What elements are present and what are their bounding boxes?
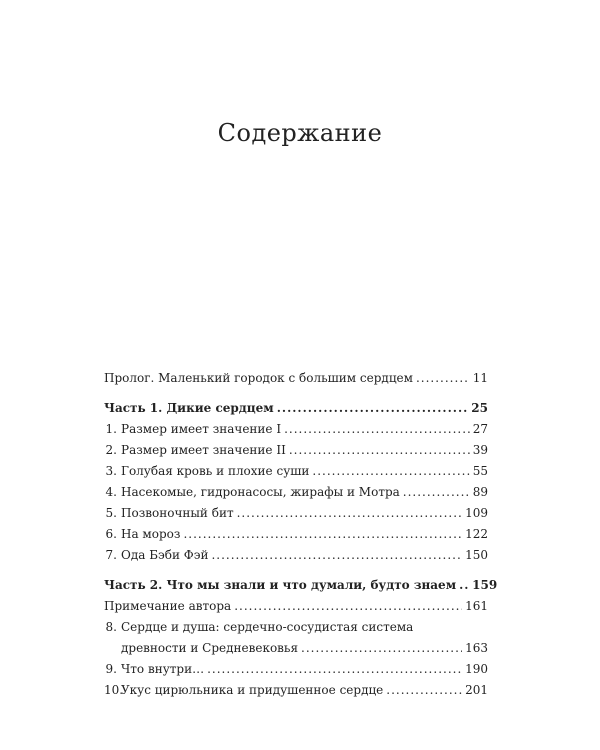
toc-entry-page: 109 xyxy=(465,506,488,520)
toc-entry-label: Часть 1. Дикие сердцем xyxy=(104,401,274,415)
dot-leader xyxy=(289,440,470,461)
toc-entry-chapter-4[interactable] xyxy=(104,482,488,503)
dot-leader xyxy=(207,659,462,680)
table-of-contents xyxy=(104,368,498,701)
toc-entry-page: 161 xyxy=(465,599,488,613)
chapter-number: 8. xyxy=(105,620,117,634)
dot-leader xyxy=(312,461,469,482)
toc-entry-label: Часть 2. Что мы знали и что думали, будто знаем xyxy=(104,578,457,592)
toc-entry-chapter-1[interactable] xyxy=(104,419,488,440)
toc-entry-page: 89 xyxy=(472,485,488,499)
toc-entry-label: Укус цирюльника и придушенное сердце xyxy=(121,683,384,697)
toc-entry-page: 150 xyxy=(465,548,488,562)
toc-entry-page: 190 xyxy=(465,662,488,676)
toc-entry-label: Пролог. Маленький городок с большим сердцем xyxy=(104,371,413,385)
dot-leader xyxy=(211,545,462,566)
toc-entry-chapter-8-line-2[interactable] xyxy=(104,638,488,659)
chapter-number: 7. xyxy=(105,548,117,562)
chapter-number: 10. xyxy=(104,683,124,697)
toc-entry-chapter-8-line-1[interactable] xyxy=(104,617,488,638)
toc-entry-page: 122 xyxy=(465,527,488,541)
dot-leader xyxy=(386,680,462,701)
toc-entry-label: древности и Средневековья xyxy=(121,641,299,655)
toc-entry-page: 27 xyxy=(472,422,488,436)
toc-entry-prologue[interactable] xyxy=(104,368,488,389)
dot-leader xyxy=(234,596,462,617)
toc-entry-chapter-7[interactable] xyxy=(104,545,488,566)
chapter-number: 9. xyxy=(105,662,117,676)
dot-leader xyxy=(301,638,462,659)
toc-entry-chapter-6[interactable] xyxy=(104,524,488,545)
toc-entry-label: Что внутри… xyxy=(121,662,205,676)
toc-entry-label: На мороз xyxy=(121,527,181,541)
chapter-number: 3. xyxy=(105,464,117,478)
toc-entry-label: Размер имеет значение II xyxy=(121,443,286,457)
toc-entry-page: 159 xyxy=(472,578,498,592)
toc-entry-chapter-10[interactable] xyxy=(104,680,488,701)
toc-entry-label: Примечание автора xyxy=(104,599,232,613)
toc-entry-author-note[interactable] xyxy=(104,596,488,617)
toc-entry-label: Позвоночный бит xyxy=(121,506,234,520)
chapter-number: 6. xyxy=(105,527,117,541)
chapter-number: 4. xyxy=(105,485,117,499)
toc-entry-chapter-5[interactable] xyxy=(104,503,488,524)
toc-entry-page: 201 xyxy=(465,683,488,697)
toc-entry-label: Голубая кровь и плохие суши xyxy=(121,464,310,478)
toc-entry-page: 163 xyxy=(465,641,488,655)
dot-leader xyxy=(183,524,462,545)
chapter-number: 1. xyxy=(105,422,117,436)
toc-entry-label: Размер имеет значение I xyxy=(121,422,282,436)
dot-leader xyxy=(459,575,469,596)
chapter-number: 2. xyxy=(105,443,117,457)
toc-entry-part-1[interactable] xyxy=(104,398,488,419)
dot-leader xyxy=(403,482,470,503)
toc-entry-page: 11 xyxy=(472,371,488,385)
dot-leader xyxy=(237,503,463,524)
toc-entry-page: 25 xyxy=(471,401,488,415)
dot-leader xyxy=(277,398,469,419)
dot-leader xyxy=(284,419,470,440)
toc-entry-chapter-9[interactable] xyxy=(104,659,488,680)
toc-entry-page: 55 xyxy=(472,464,488,478)
toc-entry-label: Ода Бэби Фэй xyxy=(121,548,209,562)
page-title: Содержание xyxy=(217,119,383,147)
chapter-number: 5. xyxy=(105,506,117,520)
toc-entry-chapter-3[interactable] xyxy=(104,461,488,482)
toc-entry-label: Насекомые, гидронасосы, жирафы и Мотра xyxy=(121,485,400,499)
toc-entry-page: 39 xyxy=(472,443,488,457)
toc-entry-label: Сердце и душа: сердечно-сосудистая система xyxy=(121,620,414,634)
toc-entry-chapter-2[interactable] xyxy=(104,440,488,461)
dot-leader xyxy=(416,368,470,389)
toc-entry-part-2[interactable] xyxy=(104,575,498,596)
